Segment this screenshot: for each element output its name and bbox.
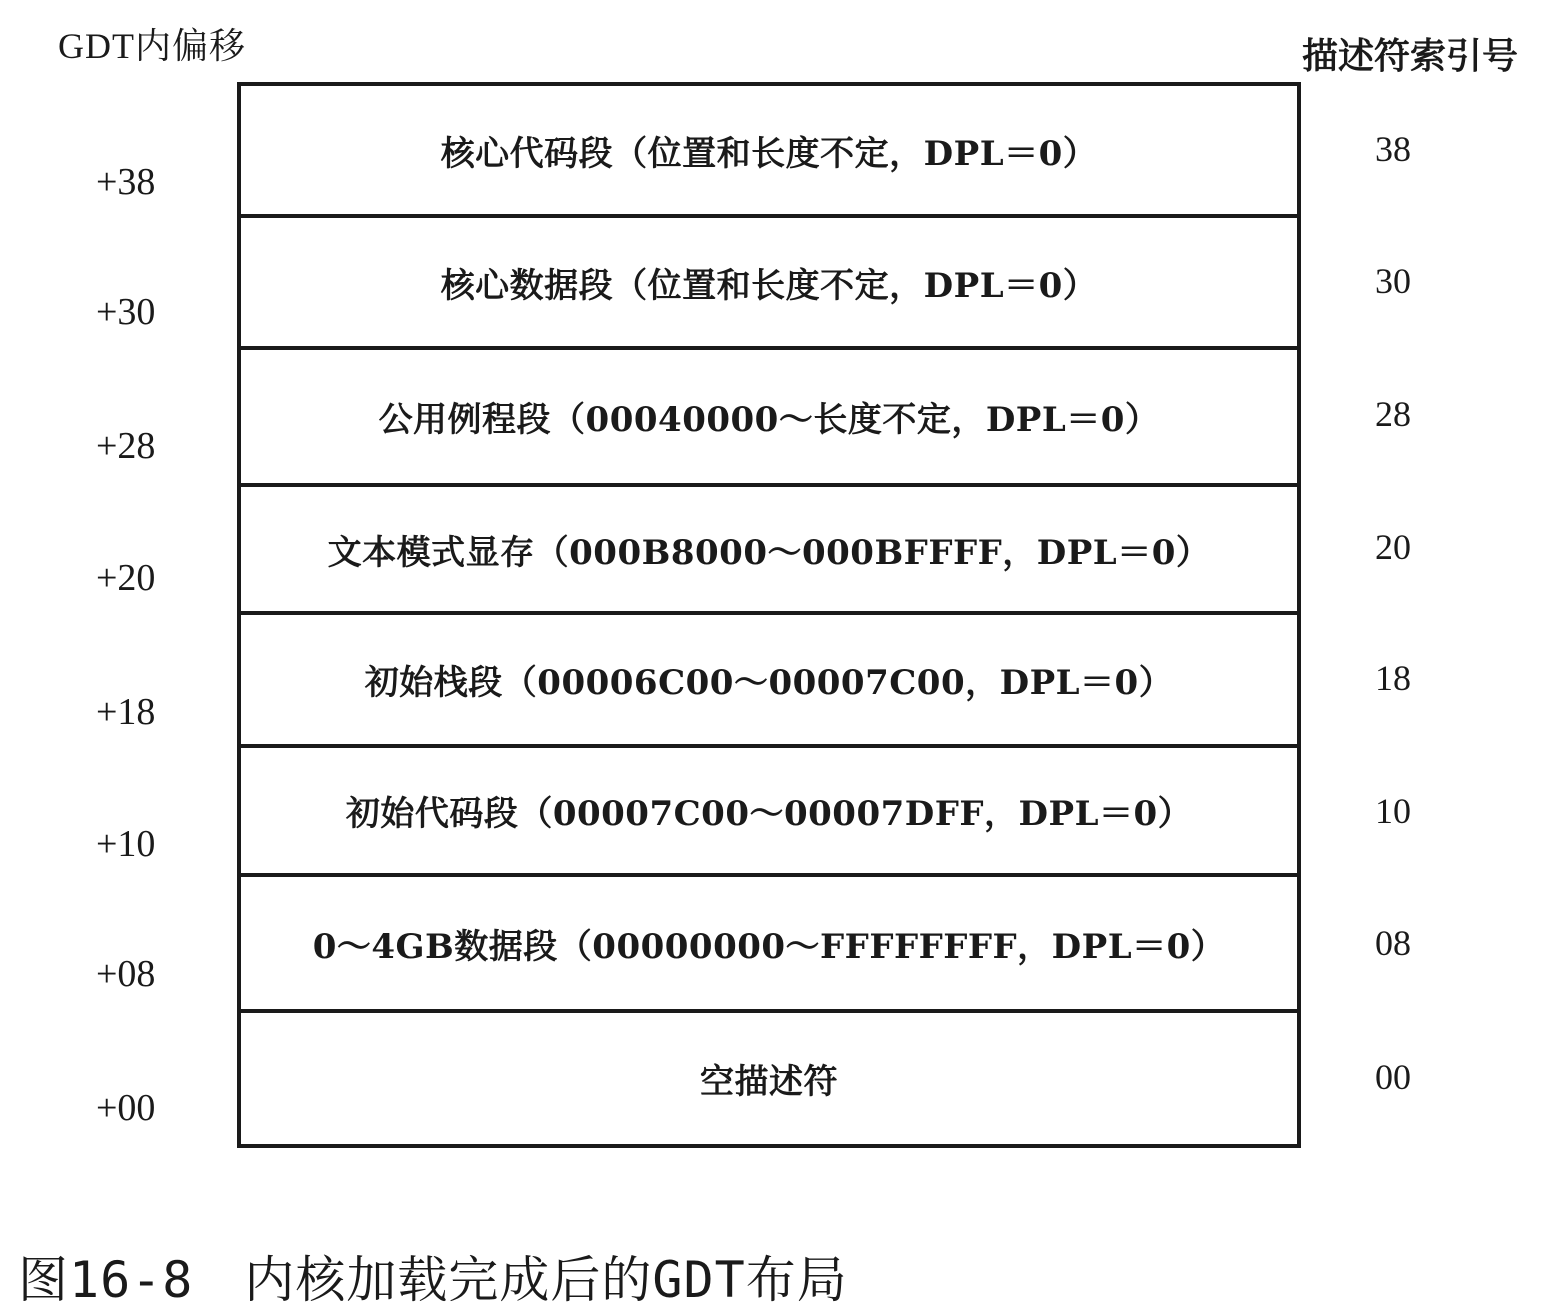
offset-label: +20 — [96, 557, 156, 599]
gdt-entry-null-descriptor: 空描述符 — [700, 1062, 838, 1102]
gdt-entry-4gb-data: 0～4GB数据段（00000000～FFFFFFFF，DPL＝0） — [241, 877, 1297, 1013]
gdt-entry-common-routine: 公用例程段（00040000～长度不定，DPL＝0） — [241, 350, 1297, 487]
offset-label: +30 — [96, 291, 156, 333]
descriptor-index: 10 — [1375, 791, 1411, 831]
figure-caption: 图16-8 内核加载完成后的GDT布局 — [18, 1251, 848, 1309]
gdt-entry-init-code: 初始代码段（00007C00～00007DFF，DPL＝0） — [241, 748, 1297, 877]
offset-label: +10 — [96, 823, 156, 865]
offset-label: +08 — [96, 953, 156, 995]
offset-label: +18 — [96, 691, 156, 733]
descriptor-index: 38 — [1375, 129, 1411, 169]
offset-label: +38 — [96, 161, 156, 203]
descriptor-index: 20 — [1375, 527, 1411, 567]
gdt-table — [237, 82, 1301, 1148]
gdt-offset-header: GDT内偏移 — [58, 26, 246, 66]
descriptor-index: 00 — [1375, 1057, 1411, 1097]
gdt-entry-core-data: 核心数据段（位置和长度不定，DPL＝0） — [241, 218, 1297, 350]
descriptor-index: 08 — [1375, 923, 1411, 963]
gdt-entry-text-vram: 文本模式显存（000B8000～000BFFFF，DPL＝0） — [241, 487, 1297, 615]
descriptor-index: 30 — [1375, 261, 1411, 301]
descriptor-index: 18 — [1375, 658, 1411, 698]
offset-label: +28 — [96, 425, 156, 467]
offset-label: +00 — [96, 1087, 156, 1129]
descriptor-index-header: 描述符索引号 — [1302, 36, 1519, 77]
gdt-entry-init-stack: 初始栈段（00006C00～00007C00，DPL＝0） — [241, 615, 1297, 748]
descriptor-index: 28 — [1375, 394, 1411, 434]
gdt-entry-core-code: 核心代码段（位置和长度不定，DPL＝0） — [241, 86, 1297, 218]
